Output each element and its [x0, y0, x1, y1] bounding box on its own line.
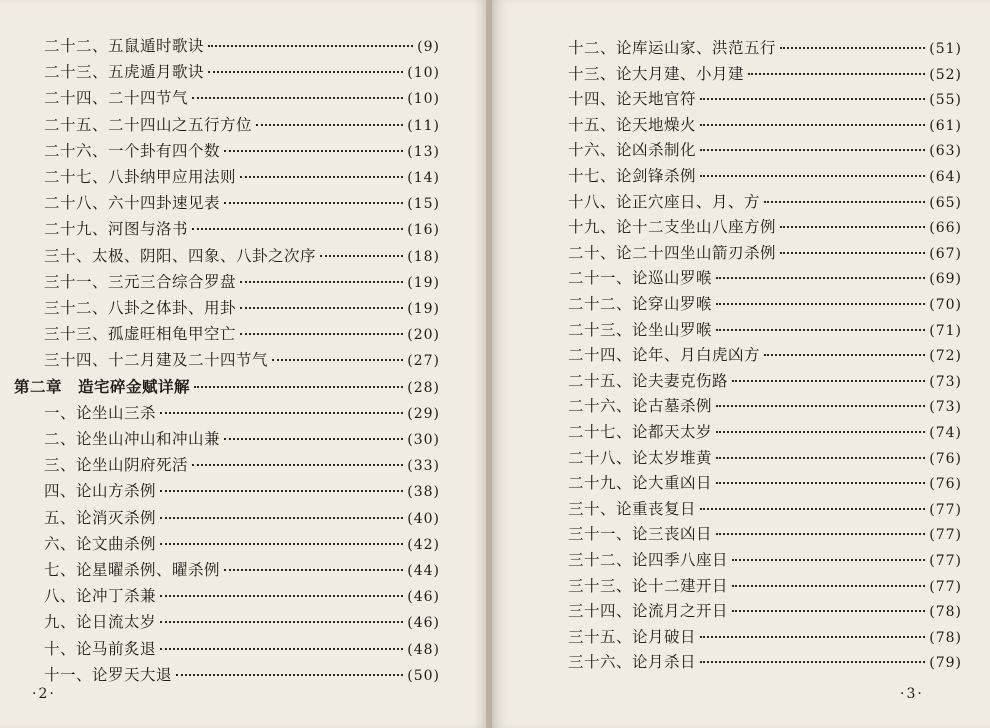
- toc-entry: [568, 320, 962, 341]
- toc-entry: [44, 115, 440, 136]
- toc-entry-page: (20): [407, 327, 440, 344]
- toc-entry: [44, 324, 440, 345]
- toc-entry-page: (10): [407, 91, 440, 108]
- toc-entry-title: 三十一、论三丧凶日: [568, 525, 713, 544]
- toc-entry: [44, 403, 440, 424]
- toc-entry-title: 二十二、五鼠遁时歌诀: [44, 37, 205, 55]
- toc-entry: [44, 508, 440, 529]
- toc-entry: [44, 429, 440, 450]
- toc-entry-title: 三十四、十二月建及二十四节气: [44, 351, 269, 370]
- dot-leader: [732, 558, 925, 561]
- toc-entry-page: (61): [929, 117, 962, 134]
- dot-leader: [240, 306, 403, 309]
- toc-entry-title: 三十六、论月杀日: [568, 653, 697, 672]
- toc-entry-title: 三十五、论月破日: [568, 627, 697, 646]
- toc-entry-page: (78): [929, 604, 962, 621]
- toc-entry-page: (10): [407, 65, 440, 82]
- dot-leader: [700, 123, 925, 126]
- dot-leader: [176, 673, 403, 676]
- toc-entry-title: 二十三、论坐山罗喉: [568, 320, 713, 339]
- dot-leader: [700, 174, 925, 177]
- toc-entry: [568, 627, 962, 648]
- dot-leader: [208, 70, 403, 73]
- toc-entry: [568, 473, 962, 494]
- dot-leader: [160, 647, 403, 650]
- toc-entry-page: (64): [929, 169, 962, 185]
- dot-leader: [716, 328, 925, 331]
- toc-entry: [44, 219, 440, 240]
- toc-entry: [568, 166, 962, 187]
- toc-entry: [44, 560, 440, 581]
- dot-leader: [732, 609, 925, 612]
- dot-leader: [748, 72, 925, 75]
- toc-entry-title: 十四、论天地官符: [568, 90, 697, 109]
- toc-entry-title: 三十三、论十二建开日: [568, 576, 729, 595]
- toc-entry-title: 九、论日流太岁: [44, 613, 157, 632]
- toc-entry: [568, 192, 962, 213]
- toc-entry: [568, 217, 962, 238]
- right-page: [492, 0, 990, 728]
- toc-entry: [44, 167, 440, 188]
- toc-entry-page: (76): [929, 476, 962, 493]
- toc-entry: [14, 377, 440, 398]
- toc-entry: [44, 586, 440, 607]
- toc-entry-title: 二十六、论古墓杀例: [568, 397, 713, 416]
- dot-leader: [224, 149, 403, 152]
- toc-entry: [568, 396, 962, 417]
- toc-entry: [568, 550, 962, 571]
- toc-entry-page: (46): [407, 589, 440, 606]
- toc-entry: [568, 652, 962, 673]
- toc-entry-title: 三十四、论流月之开日: [568, 602, 729, 621]
- toc-entry: [568, 371, 962, 392]
- dot-leader: [160, 489, 403, 492]
- toc-entry-title: 三十二、八卦之体卦、用卦: [44, 299, 237, 317]
- toc-entry-title: 三十三、孤虚旺相龟甲空亡: [44, 325, 237, 344]
- dot-leader: [224, 201, 403, 204]
- toc-entry-page: (13): [407, 143, 440, 160]
- toc-entry-page: (19): [407, 301, 440, 317]
- toc-entry-page: (29): [407, 405, 440, 422]
- toc-entry: [568, 576, 962, 597]
- toc-entry-page: (63): [929, 143, 962, 160]
- toc-entry-title: 十九、论十二支坐山八座方例: [568, 218, 777, 237]
- toc-entry: [568, 601, 962, 622]
- toc-entry-page: (65): [929, 194, 962, 211]
- toc-entry-page: (28): [407, 379, 440, 396]
- dot-leader: [732, 379, 925, 382]
- dot-leader: [208, 44, 413, 47]
- toc-entry-page: (30): [407, 432, 440, 448]
- dot-leader: [240, 280, 403, 283]
- toc-entry-page: (72): [929, 348, 962, 365]
- toc-entry-title: 二十二、论穿山罗喉: [568, 295, 713, 313]
- toc-entry-page: (77): [929, 578, 962, 595]
- toc-entry: [44, 481, 440, 502]
- toc-entry: [568, 38, 962, 59]
- toc-entry-title: 三十、论重丧复日: [568, 499, 697, 518]
- toc-entry-page: (55): [929, 92, 962, 109]
- toc-entry-page: (27): [407, 353, 440, 370]
- toc-entry-title: 七、论星曜杀例、曜杀例: [44, 561, 221, 579]
- toc-entry: [568, 115, 962, 136]
- toc-entry-page: (76): [929, 450, 962, 467]
- dot-leader: [240, 175, 403, 178]
- toc-entry-title: 十八、论正穴座日、月、方: [568, 192, 761, 211]
- dot-leader: [764, 200, 925, 203]
- dot-leader: [160, 594, 403, 597]
- toc-entry-page: (70): [929, 297, 962, 313]
- toc-entry: [568, 422, 962, 443]
- toc-entry-page: (69): [929, 271, 962, 288]
- toc-entry-title: 三十二、论四季八座日: [568, 551, 729, 569]
- toc-entry-title: 三十、太极、阴阳、四象、八卦之次序: [44, 246, 317, 265]
- toc-entry-page: (40): [407, 510, 440, 527]
- toc-entry-page: (74): [929, 425, 962, 441]
- toc-entry-page: (19): [407, 274, 440, 291]
- dot-leader: [700, 635, 925, 638]
- toc-entry-title: 十六、论凶杀制化: [568, 141, 697, 160]
- toc-entry: [44, 665, 440, 686]
- toc-entry: [568, 448, 962, 469]
- dot-leader: [272, 358, 403, 361]
- dot-leader: [240, 332, 403, 335]
- toc-entry-page: (79): [929, 655, 962, 672]
- toc-entry-title: 二十五、论夫妻克伤路: [568, 371, 729, 390]
- toc-entry: [568, 499, 962, 520]
- toc-entry-title: 一、论坐山三杀: [44, 403, 157, 422]
- toc-entry: [44, 272, 440, 293]
- toc-entry-title: 二十四、二十四节气: [44, 89, 189, 108]
- dot-leader: [780, 251, 925, 254]
- left-page: [0, 0, 488, 728]
- toc-entry-page: (44): [407, 563, 440, 579]
- toc-entry-title: 十五、论天地燥火: [568, 115, 697, 134]
- dot-leader: [224, 437, 403, 440]
- toc-entry: [44, 36, 440, 57]
- toc-entry-page: (66): [929, 220, 962, 237]
- toc-entry: [44, 88, 440, 109]
- dot-leader: [224, 568, 403, 571]
- dot-leader: [780, 225, 925, 228]
- dot-leader: [700, 660, 925, 663]
- toc-entry: [44, 62, 440, 83]
- toc-entry-title: 二十五、二十四山之五行方位: [44, 115, 253, 134]
- toc-entry-page: (11): [407, 117, 440, 134]
- toc-entry-page: (67): [929, 245, 962, 262]
- dot-leader: [320, 254, 403, 257]
- toc-entry-page: (77): [929, 527, 962, 544]
- toc-entry: [568, 89, 962, 110]
- toc-entry-page: (50): [407, 667, 440, 684]
- toc-entry: [44, 298, 440, 319]
- toc-entry-page: (14): [407, 170, 440, 186]
- toc-entry-title: 十二、论库运山家、洪范五行: [568, 39, 777, 57]
- dot-leader: [716, 456, 925, 459]
- toc-entry: [44, 246, 440, 267]
- toc-entry-title: 二十七、论都天太岁: [568, 423, 713, 441]
- toc-entry-title: 六、论文曲杀例: [44, 534, 157, 553]
- dot-leader: [716, 302, 925, 305]
- toc-entry-page: (9): [417, 39, 440, 55]
- toc-entry: [568, 345, 962, 366]
- toc-entry: [44, 639, 440, 660]
- toc-entry-title: 第二章 造宅碎金赋详解: [14, 376, 191, 396]
- toc-entry-page: (16): [407, 222, 440, 239]
- dot-leader: [192, 227, 403, 230]
- toc-entry-title: 二十九、论大重凶日: [568, 474, 713, 493]
- toc-entry: [568, 294, 962, 315]
- dot-leader: [194, 385, 403, 388]
- dot-leader: [160, 620, 403, 623]
- toc-entry-page: (48): [407, 641, 440, 658]
- dot-leader: [764, 353, 925, 356]
- toc-entry-title: 二、论坐山冲山和冲山兼: [44, 430, 221, 448]
- toc-entry-page: (51): [929, 41, 962, 57]
- toc-entry-page: (78): [929, 629, 962, 646]
- dot-leader: [160, 542, 403, 545]
- toc-entry-title: 十七、论剑锋杀例: [568, 167, 697, 185]
- toc-entry: [44, 534, 440, 555]
- toc-entry-page: (73): [929, 399, 962, 416]
- toc-entry-title: 八、论冲丁杀兼: [44, 587, 157, 606]
- toc-entry-page: (46): [407, 615, 440, 632]
- dot-leader: [192, 96, 403, 99]
- dot-leader: [780, 46, 925, 49]
- toc-entry-page: (15): [407, 196, 440, 213]
- toc-entry-page: (18): [407, 248, 440, 265]
- toc-entry-title: 五、论消灭杀例: [44, 508, 157, 527]
- toc-entry-title: 二十九、河图与洛书: [44, 220, 189, 239]
- toc-entry-title: 二十一、论巡山罗喉: [568, 269, 713, 288]
- dot-leader: [256, 123, 403, 126]
- dot-leader: [192, 463, 403, 466]
- dot-leader: [700, 507, 925, 510]
- dot-leader: [716, 404, 925, 407]
- toc-entry-title: 二十八、六十四卦速见表: [44, 194, 221, 213]
- toc-entry: [44, 455, 440, 476]
- toc-entry-title: 二十八、论太岁堆黄: [568, 448, 713, 467]
- toc-entry: [568, 268, 962, 289]
- toc-entry: [44, 193, 440, 214]
- toc-entry-page: (71): [929, 322, 962, 339]
- right-page-number: ·3·: [900, 686, 924, 702]
- toc-entry: [44, 350, 440, 371]
- toc-entry-title: 二十四、论年、月白虎凶方: [568, 346, 761, 365]
- toc-entry-page: (77): [929, 553, 962, 569]
- dot-leader: [160, 516, 403, 519]
- toc-entry-title: 二十七、八卦纳甲应用法则: [44, 168, 237, 186]
- toc-entry-title: 三十一、三元三合综合罗盘: [44, 272, 237, 291]
- toc-entry: [44, 141, 440, 162]
- toc-entry-page: (38): [407, 484, 440, 501]
- toc-entry-title: 十一、论罗天大退: [44, 665, 173, 684]
- toc-entry-page: (52): [929, 66, 962, 83]
- dot-leader: [732, 584, 925, 587]
- dot-leader: [700, 148, 925, 151]
- toc-entry: [568, 64, 962, 85]
- toc-entry: [44, 612, 440, 633]
- toc-entry: [568, 243, 962, 264]
- toc-entry-title: 十、论马前炙退: [44, 639, 157, 658]
- toc-entry: [568, 140, 962, 161]
- toc-entry: [568, 524, 962, 545]
- toc-entry-title: 三、论坐山阴府死活: [44, 456, 189, 475]
- toc-entry-title: 二十六、一个卦有四个数: [44, 141, 221, 160]
- dot-leader: [716, 430, 925, 433]
- dot-leader: [716, 276, 925, 279]
- toc-entry-title: 二十、论二十四坐山箭刃杀例: [568, 243, 777, 262]
- dot-leader: [716, 532, 925, 535]
- dot-leader: [160, 411, 403, 414]
- toc-entry-title: 二十三、五虎遁月歌诀: [44, 63, 205, 82]
- toc-entry-page: (33): [407, 458, 440, 475]
- left-page-number: ·2·: [32, 686, 56, 702]
- dot-leader: [700, 97, 925, 100]
- toc-entry-page: (77): [929, 501, 962, 518]
- toc-entry-page: (42): [407, 536, 440, 553]
- toc-entry-title: 四、论山方杀例: [44, 482, 157, 501]
- toc-entry-page: (73): [929, 373, 962, 390]
- toc-entry-title: 十三、论大月建、小月建: [568, 64, 745, 83]
- dot-leader: [716, 481, 925, 484]
